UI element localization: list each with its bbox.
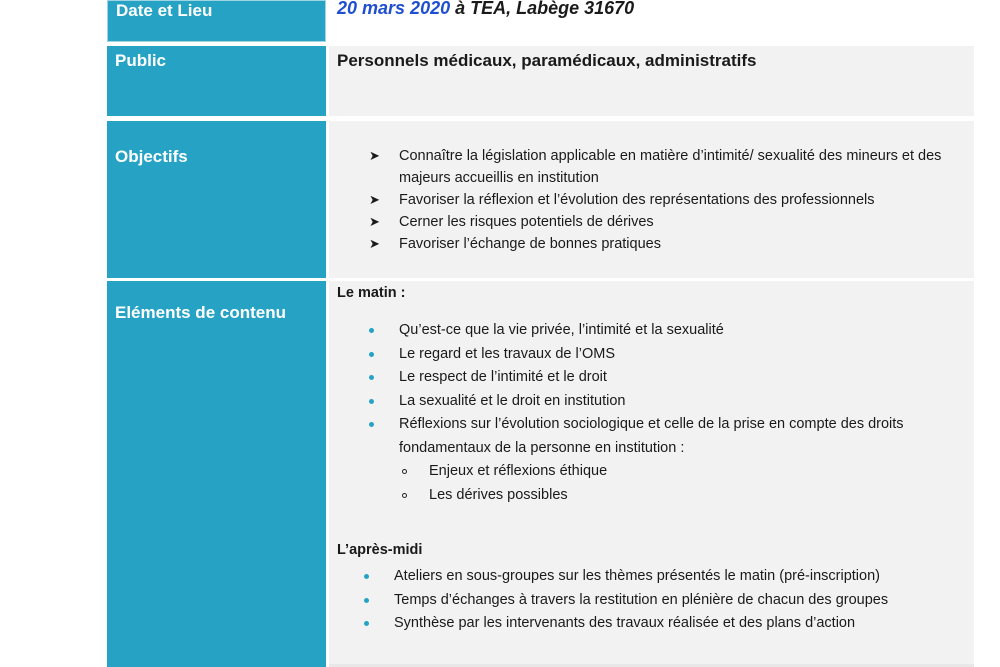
apres-midi-list xyxy=(364,565,969,636)
list-item: Les dérives possibles xyxy=(369,484,969,508)
arrow-bullet-icon: ➤ xyxy=(369,214,380,229)
dot-bullet-icon xyxy=(364,598,369,603)
list-item: ➤ Connaître la législation applicable en matière d’intimité/ sexualité des mineurs et des majeurs accueillis en institution xyxy=(369,145,964,189)
arrow-bullet-icon: ➤ xyxy=(369,148,380,163)
circle-bullet-icon xyxy=(402,493,407,498)
dot-bullet-icon xyxy=(364,574,369,579)
list-item: Qu’est-ce que la vie privée, l’intimité et la sexualité xyxy=(369,319,969,343)
label-contenu: Eléments de contenu xyxy=(115,303,286,322)
list-item: ➤ Favoriser la réflexion et l’évolution des représentations des professionnels xyxy=(369,189,964,211)
label-cell xyxy=(107,0,326,42)
list-item: La sexualité et le droit en institution xyxy=(369,390,969,414)
label-cell xyxy=(107,281,326,665)
matin-title: Le matin : xyxy=(337,285,406,301)
value-cell xyxy=(329,121,974,278)
list-item: Le regard et les travaux de l’OMS xyxy=(369,343,969,367)
dot-bullet-icon xyxy=(369,422,374,427)
public-value: Personnels médicaux, paramédicaux, administratifs xyxy=(337,51,757,70)
dot-bullet-icon xyxy=(369,399,374,404)
label-objectifs: Objectifs xyxy=(115,147,188,166)
label-cell xyxy=(107,46,326,116)
circle-bullet-icon xyxy=(402,469,407,474)
value-cell xyxy=(329,0,974,42)
list-item: Réflexions sur l’évolution sociologique et celle de la prise en compte des droits fondamentaux de la personne en institution : Enjeux et réflexions éthique Les dérives possibles xyxy=(369,413,969,507)
dot-bullet-icon xyxy=(369,352,374,357)
objectifs-list xyxy=(369,145,964,255)
event-place: à TEA, Labège 31670 xyxy=(450,0,635,18)
dot-bullet-icon xyxy=(369,328,374,333)
list-item: ➤ Cerner les risques potentiels de dérives xyxy=(369,211,964,233)
list-item: Enjeux et réflexions éthique xyxy=(369,460,969,484)
list-item: Synthèse par les intervenants des travaux réalisée et des plans d’action xyxy=(364,612,969,636)
matin-sublist xyxy=(369,460,969,507)
dot-bullet-icon xyxy=(369,375,374,380)
value-cell xyxy=(329,46,974,116)
apres-midi-title: L’après-midi xyxy=(337,542,423,558)
arrow-bullet-icon: ➤ xyxy=(369,192,380,207)
list-item: Temps d’échanges à travers la restitution en plénière de chacun des groupes xyxy=(364,589,969,613)
label-cell xyxy=(107,121,326,278)
list-item: Le respect de l’intimité et le droit xyxy=(369,366,969,390)
value-cell xyxy=(329,281,974,665)
label-public: Public xyxy=(115,51,167,70)
label-date-lieu: Date et Lieu xyxy=(116,1,213,20)
matin-list xyxy=(369,319,969,507)
date-lieu-value xyxy=(337,0,634,19)
list-item: ➤ Favoriser l’échange de bonnes pratiques xyxy=(369,233,964,255)
list-item: Ateliers en sous-groupes sur les thèmes présentés le matin (pré-inscription) xyxy=(364,565,969,589)
dot-bullet-icon xyxy=(364,621,369,626)
arrow-bullet-icon: ➤ xyxy=(369,236,380,251)
event-date: 20 mars 2020 xyxy=(337,0,451,18)
